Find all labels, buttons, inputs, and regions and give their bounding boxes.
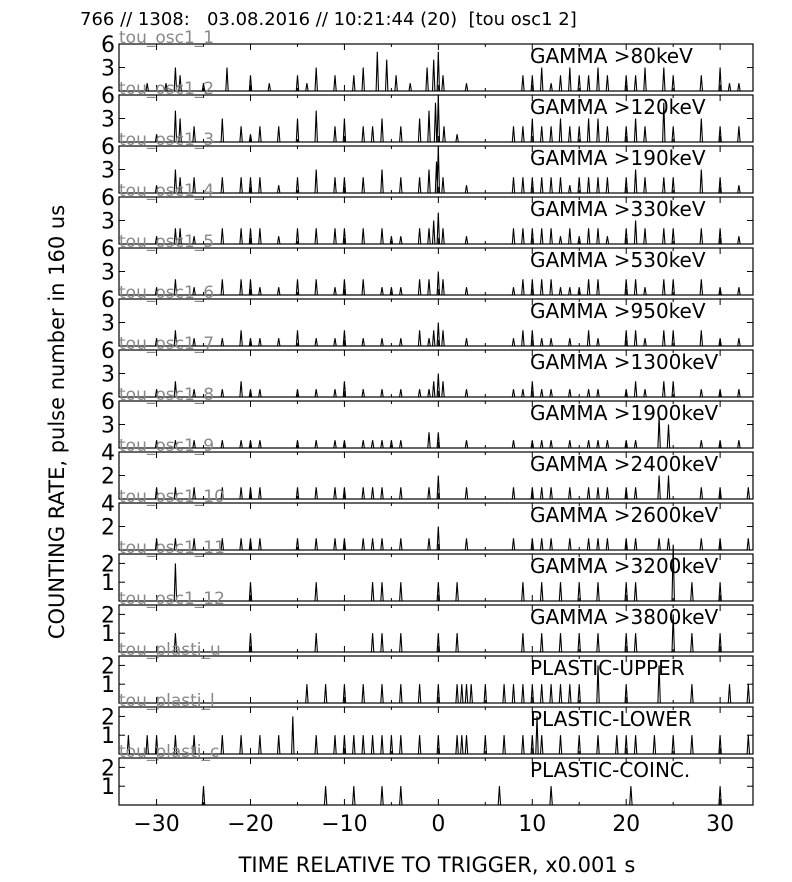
y-tick-label: 3	[101, 107, 115, 133]
y-axis-label: COUNTING RATE, pulse number in 160 us	[45, 204, 69, 640]
y-tick-label: 6	[101, 135, 115, 160]
y-tick-label: 2	[101, 756, 115, 782]
y-tick-label: 3	[101, 362, 115, 388]
y-tick-label: 1	[101, 673, 115, 699]
y-tick-label: 4	[101, 492, 115, 517]
channel-id: tou_osc1_3	[119, 130, 215, 150]
y-tick-label: 6	[101, 237, 115, 262]
panel-label: GAMMA >330keV	[530, 197, 706, 221]
x-tick-labels	[133, 812, 734, 837]
panels-group	[101, 28, 753, 805]
panel-label: GAMMA >80keV	[530, 44, 693, 68]
channel-id: tou_plasti_u	[119, 640, 221, 660]
panel-label: GAMMA >2400keV	[530, 452, 719, 476]
x-tick-label: 30	[706, 812, 735, 837]
channel-id: tou_osc1_7	[119, 334, 215, 354]
panel-label: GAMMA >3800keV	[530, 605, 719, 629]
y-tick-label: 6	[101, 84, 115, 109]
y-tick-label: 6	[101, 390, 115, 415]
y-tick-label: 6	[101, 288, 115, 313]
panel-label: PLASTIC-LOWER	[530, 707, 692, 731]
x-tick-label: −30	[133, 812, 180, 837]
x-axis-label: TIME RELATIVE TO TRIGGER, x0.001 s	[238, 853, 636, 877]
channel-id: tou_osc1_10	[119, 487, 225, 507]
y-tick-label: 3	[101, 209, 115, 235]
x-tick-label: −10	[321, 812, 368, 837]
panel-label: GAMMA >120keV	[530, 95, 706, 119]
channel-id: tou_osc1_4	[119, 181, 215, 201]
panel-label: GAMMA >3200keV	[530, 554, 719, 578]
y-tick-label: 6	[101, 339, 115, 364]
channel-id: tou_osc1_12	[119, 589, 225, 609]
y-tick-label: 2	[101, 705, 115, 731]
signal-trace-tou_osc1_6	[119, 323, 753, 347]
y-tick-label: 1	[101, 724, 115, 750]
y-tick-label: 4	[101, 441, 115, 466]
panel-label: GAMMA >1900keV	[530, 401, 719, 425]
x-tick-label: 20	[612, 812, 641, 837]
x-tick-label: 0	[431, 812, 446, 837]
x-tick-label: 10	[518, 812, 547, 837]
y-tick-label: 3	[101, 413, 115, 439]
y-tick-label: 6	[101, 33, 115, 58]
signal-trace-tou_osc1_7	[119, 374, 753, 398]
channel-id: tou_osc1_9	[119, 436, 215, 456]
y-tick-label: 3	[101, 158, 115, 184]
channel-id: tou_osc1_5	[119, 232, 215, 252]
y-tick-label: 1	[101, 775, 115, 801]
y-tick-label: 2	[101, 464, 115, 490]
panel-label: PLASTIC-COINC.	[530, 758, 691, 782]
y-tick-label: 3	[101, 260, 115, 286]
channel-id: tou_osc1_2	[119, 79, 215, 99]
panel-label: GAMMA >190keV	[530, 146, 706, 170]
channel-id: tou_osc1_1	[119, 28, 215, 48]
panel-label: GAMMA >2600keV	[530, 503, 719, 527]
panel-label: GAMMA >950keV	[530, 299, 706, 323]
signal-trace-tou_plasti_c	[119, 786, 753, 805]
x-tick-label: −20	[227, 812, 274, 837]
y-tick-label: 2	[101, 603, 115, 629]
chart-header: 766 // 1308: 03.08.2016 // 10:21:44 (20) [tou osc1 2]	[80, 9, 577, 30]
channel-id: tou_osc1_11	[119, 538, 225, 558]
y-tick-label: 1	[101, 571, 115, 597]
channel-id: tou_osc1_8	[119, 385, 215, 405]
signal-trace-tou_osc1_5	[119, 272, 753, 296]
channel-id: tou_plasti_l	[119, 691, 215, 711]
y-tick-label: 2	[101, 552, 115, 578]
y-tick-label: 3	[101, 311, 115, 337]
channel-id: tou_osc1_6	[119, 283, 215, 303]
y-tick-label: 1	[101, 622, 115, 648]
panel-label: PLASTIC-UPPER	[530, 656, 685, 680]
channel-id: tou_plasti_c	[119, 742, 220, 762]
panel-label: GAMMA >1300keV	[530, 350, 719, 374]
y-tick-label: 2	[101, 515, 115, 541]
y-tick-label: 6	[101, 186, 115, 211]
panel-label: GAMMA >530keV	[530, 248, 706, 272]
y-tick-label: 2	[101, 654, 115, 680]
y-tick-label: 3	[101, 56, 115, 82]
